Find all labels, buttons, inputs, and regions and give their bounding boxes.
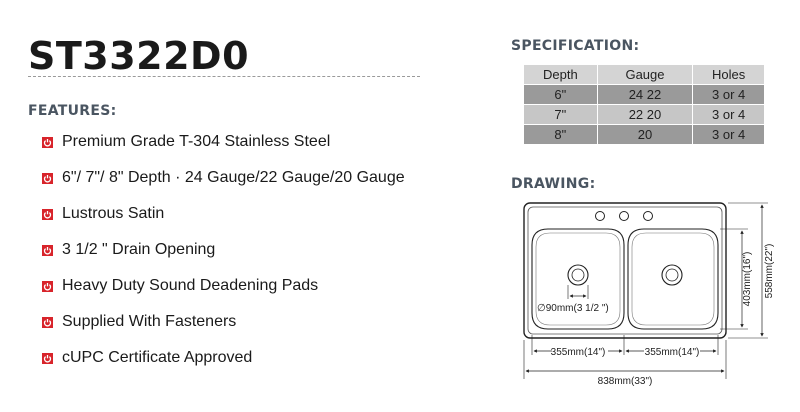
drain-diameter-label: ∅90mm(3 1/2 ") [537,303,609,314]
power-bullet-icon [42,173,53,184]
feature-text: Lustrous Satin [62,205,165,222]
feature-item [42,160,442,196]
feature-text: Premium Grade T-304 Stainless Steel [62,133,331,150]
table-header-row [524,65,765,85]
column-header-holes: Holes [693,65,765,85]
power-bullet-icon [42,209,53,220]
faucet-hole [644,212,653,221]
feature-item [42,304,442,340]
overall-length-label: 558mm(22") [764,243,775,299]
holes-cell: 3 or 4 [693,85,765,105]
holes-cell: 3 or 4 [693,125,765,145]
depth-cell: 8" [524,125,598,145]
power-bullet-icon [42,317,53,328]
feature-text: 6"/ 7"/ 8" Depth · 24 Gauge/22 Gauge/20 Gauge [62,169,405,186]
left-drain-inner [572,269,584,281]
feature-item [42,196,442,232]
column-header-gauge: Gauge [597,65,693,85]
features-heading: FEATURES: [28,103,117,119]
gauge-cell: 20 [597,125,693,145]
drawing-heading: DRAWING: [511,176,596,192]
power-bullet-icon [42,281,53,292]
table-row [524,105,765,125]
table-row [524,125,765,145]
bowl-length-label: 403mm(16") [742,251,753,307]
feature-item [42,340,442,376]
feature-item [42,232,442,268]
holes-cell: 3 or 4 [693,105,765,125]
feature-text: cUPC Certificate Approved [62,349,253,366]
right-drain [662,265,682,285]
depth-cell: 7" [524,105,598,125]
table-row [524,85,765,105]
feature-text: 3 1/2 " Drain Opening [62,241,216,258]
title-divider [28,76,420,77]
right-drain-inner [666,269,678,281]
column-header-depth: Depth [524,65,598,85]
sink-outer-rim [524,203,726,338]
power-bullet-icon [42,137,53,148]
features-list [42,124,442,376]
faucet-hole [596,212,605,221]
specification-heading: SPECIFICATION: [511,38,640,54]
left-drain [568,265,588,285]
sink-drawing [512,195,784,389]
faucet-hole [620,212,629,221]
right-bowl-inner [632,233,714,325]
model-title: ST3322D0 [28,34,250,78]
feature-text: Supplied With Fasteners [62,313,237,330]
power-bullet-icon [42,353,53,364]
left-bowl [532,229,624,329]
gauge-cell: 24 22 [597,85,693,105]
feature-item [42,268,442,304]
sink-inner-rim [528,207,722,334]
depth-cell: 6" [524,85,598,105]
left-bowl-width-label: 355mm(14") [550,347,606,358]
right-bowl-width-label: 355mm(14") [644,347,700,358]
feature-item [42,124,442,160]
right-bowl [628,229,718,329]
gauge-cell: 22 20 [597,105,693,125]
overall-width-label: 838mm(33") [597,376,653,387]
power-bullet-icon [42,245,53,256]
specification-table [523,64,765,145]
feature-text: Heavy Duty Sound Deadening Pads [62,277,319,294]
